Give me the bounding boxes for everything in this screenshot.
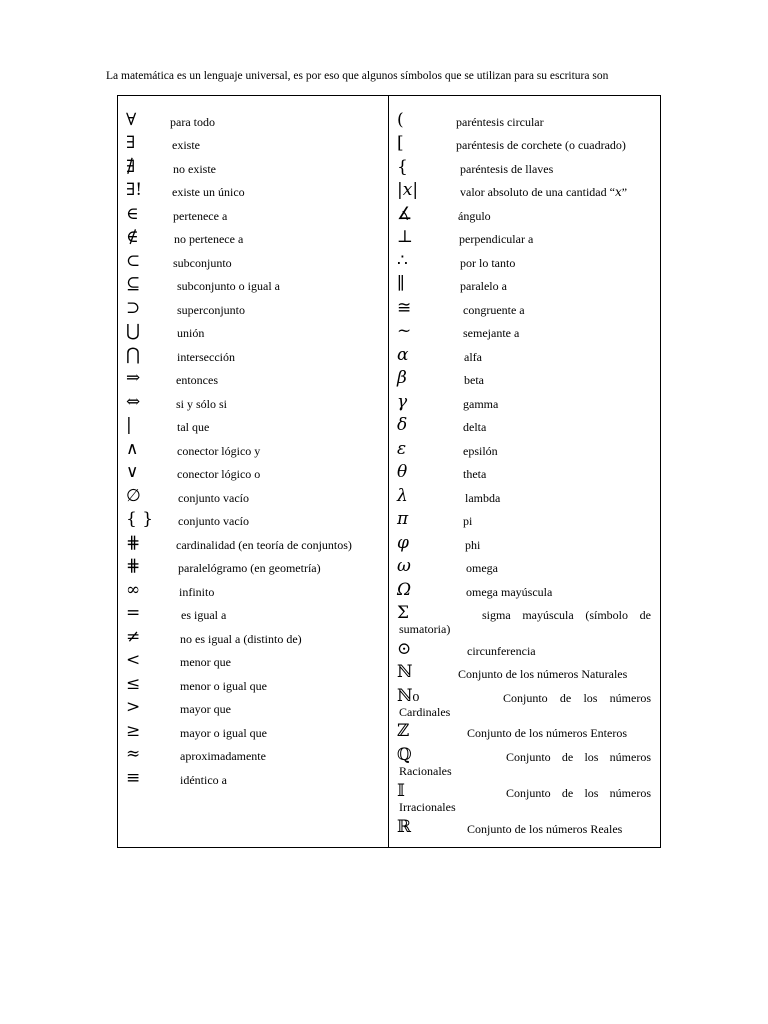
math-symbol: ∴ — [397, 251, 408, 271]
math-symbol: 𝕀 — [397, 781, 405, 801]
math-symbol: ≈ — [126, 744, 141, 764]
math-symbol: ⊥ — [397, 227, 413, 247]
math-symbol: ( — [397, 110, 404, 130]
math-symbol: α — [397, 345, 409, 365]
symbol-description: conector lógico o — [177, 467, 261, 481]
symbol-description: por lo tanto — [460, 256, 516, 270]
symbol-description: es igual a — [181, 608, 227, 622]
math-symbol: ∃! — [126, 180, 143, 200]
symbol-description: circunferencia — [467, 644, 536, 658]
math-symbol: ⊂ — [126, 251, 141, 271]
math-symbol: ⇔ — [126, 392, 141, 412]
symbol-description: menor o igual que — [180, 679, 267, 693]
symbol-description: omega mayúscula — [466, 585, 553, 599]
math-symbol: θ — [397, 462, 408, 482]
math-symbol: ∞ — [126, 580, 141, 600]
math-symbol: ∅ — [126, 486, 141, 506]
symbol-description: aproximadamente — [180, 749, 266, 763]
math-symbol: ∧ — [126, 439, 139, 459]
math-symbol: ∀ — [126, 110, 137, 130]
symbol-description: subconjunto — [173, 256, 232, 270]
math-symbol: ⋕ — [126, 556, 141, 576]
symbol-description: paréntesis de llaves — [460, 162, 554, 176]
math-symbol: ℤ — [397, 721, 410, 741]
symbol-description: conector lógico y — [177, 444, 261, 458]
math-symbol: = — [126, 603, 141, 623]
math-symbol: ∉ — [126, 227, 139, 247]
math-symbol: δ — [397, 415, 408, 435]
symbol-description: superconjunto — [177, 303, 245, 317]
math-symbol: β — [397, 368, 407, 388]
symbol-description: sigma mayúscula (símbolo de sumatoria) — [399, 608, 651, 636]
symbol-description: paralelo a — [460, 279, 507, 293]
math-symbol: ∄ — [126, 157, 136, 177]
symbol-description: si y sólo si — [176, 397, 228, 411]
symbols-table — [117, 95, 661, 848]
math-symbol: ε — [397, 439, 407, 459]
math-symbol: ∨ — [126, 462, 139, 482]
variable-x: 𝑥 — [614, 185, 622, 199]
intro-paragraph: La matemática es un lenguaje universal, es por eso que algunos símbolos que se utilizan para su escritura son — [106, 70, 609, 82]
symbol-description: conjunto vacío — [178, 514, 249, 528]
math-symbol: > — [126, 697, 141, 717]
symbol-description: no pertenece a — [174, 232, 244, 246]
math-symbol: Σ — [397, 603, 410, 623]
symbol-description: epsilón — [463, 444, 498, 458]
math-symbol: ∃ — [126, 133, 136, 153]
math-symbol: { } — [126, 509, 154, 529]
symbol-description: Conjunto de los números Racionales — [399, 750, 651, 778]
symbol-description: menor que — [180, 655, 231, 669]
math-symbol: ⋂ — [126, 345, 140, 365]
math-symbol: ≥ — [126, 721, 141, 741]
math-symbol: λ — [397, 486, 408, 506]
math-symbol: [ — [397, 133, 404, 153]
symbol-description: delta — [463, 420, 487, 434]
symbol-description: perpendicular a — [459, 232, 534, 246]
math-symbol: φ — [397, 533, 409, 553]
math-symbol: ⊃ — [126, 298, 141, 318]
symbol-description: ángulo — [458, 209, 491, 223]
symbol-description: no existe — [173, 162, 216, 176]
math-symbol: ℚ — [397, 745, 412, 765]
math-symbol: ≤ — [126, 674, 141, 694]
math-symbol: ∈ — [126, 204, 139, 224]
symbol-description: Conjunto de los números Enteros — [467, 726, 627, 740]
math-symbol: ~ — [397, 321, 412, 341]
symbol-description: unión — [177, 326, 205, 340]
symbol-description: alfa — [464, 350, 482, 364]
math-symbol: ℕ — [397, 662, 413, 682]
math-symbol: { — [397, 157, 408, 177]
math-symbol: ≡ — [126, 768, 141, 788]
symbol-description: Conjunto de los números Naturales — [458, 667, 628, 681]
symbol-description: no es igual a (distinto de) — [180, 632, 302, 646]
symbol-description: gamma — [463, 397, 499, 411]
symbol-description: mayor o igual que — [180, 726, 267, 740]
math-symbol: ℕ₀ — [397, 686, 420, 706]
math-symbol: ℝ — [397, 817, 412, 837]
symbol-description: cardinalidad (en teoría de conjuntos) — [176, 538, 352, 552]
math-symbol: | — [126, 415, 132, 435]
closing-quote: ” — [621, 185, 628, 199]
symbol-description: beta — [464, 373, 484, 387]
math-symbol: π — [397, 509, 409, 529]
symbol-description: existe — [172, 138, 200, 152]
math-symbol: ⋕ — [126, 533, 141, 553]
symbol-description: idéntico a — [180, 773, 227, 787]
symbol-description: phi — [465, 538, 481, 552]
symbol-description: Conjunto de los números Irracionales — [399, 786, 651, 814]
symbol-description: existe un único — [172, 185, 245, 199]
math-symbol: ∥ — [397, 274, 405, 294]
symbol-description: congruente a — [463, 303, 525, 317]
math-symbol: Ω — [397, 580, 412, 600]
math-symbol: ⊙ — [397, 639, 412, 659]
math-symbol: ≅ — [397, 298, 412, 318]
symbol-description: paréntesis circular — [456, 115, 544, 129]
symbol-description: Conjunto de los números Reales — [467, 822, 623, 836]
symbol-description: omega — [466, 561, 498, 575]
symbol-description: tal que — [177, 420, 210, 434]
symbol-description: paréntesis de corchete (o cuadrado) — [456, 138, 626, 152]
math-symbol: ⋃ — [126, 321, 140, 341]
math-symbol: < — [126, 650, 141, 670]
symbol-description: lambda — [465, 491, 501, 505]
column-divider — [388, 96, 389, 847]
symbol-description: semejante a — [463, 326, 520, 340]
symbol-description: para todo — [170, 115, 215, 129]
symbol-description: infinito — [179, 585, 215, 599]
symbol-description: entonces — [176, 373, 218, 387]
symbol-description: conjunto vacío — [178, 491, 249, 505]
math-symbol: ⇒ — [126, 368, 141, 388]
symbol-description: pertenece a — [173, 209, 228, 223]
math-symbol: ≠ — [126, 627, 141, 647]
symbol-description: theta — [463, 467, 487, 481]
symbol-description: Conjunto de los números Cardinales — [399, 691, 651, 719]
symbol-description-text: valor absoluto de una cantidad “ — [460, 185, 615, 199]
math-symbol: ⊆ — [126, 274, 141, 294]
symbol-description: pi — [463, 514, 473, 528]
symbol-description: intersección — [177, 350, 235, 364]
symbol-description: paralelógramo (en geometría) — [178, 561, 321, 575]
math-symbol: γ — [397, 392, 408, 412]
math-symbol: ∡ — [397, 204, 413, 224]
symbol-description — [460, 185, 627, 199]
symbol-description: subconjunto o igual a — [177, 279, 280, 293]
symbol-description: mayor que — [180, 702, 231, 716]
math-symbol: ω — [397, 556, 411, 576]
math-symbol: |𝑥| — [397, 180, 419, 200]
